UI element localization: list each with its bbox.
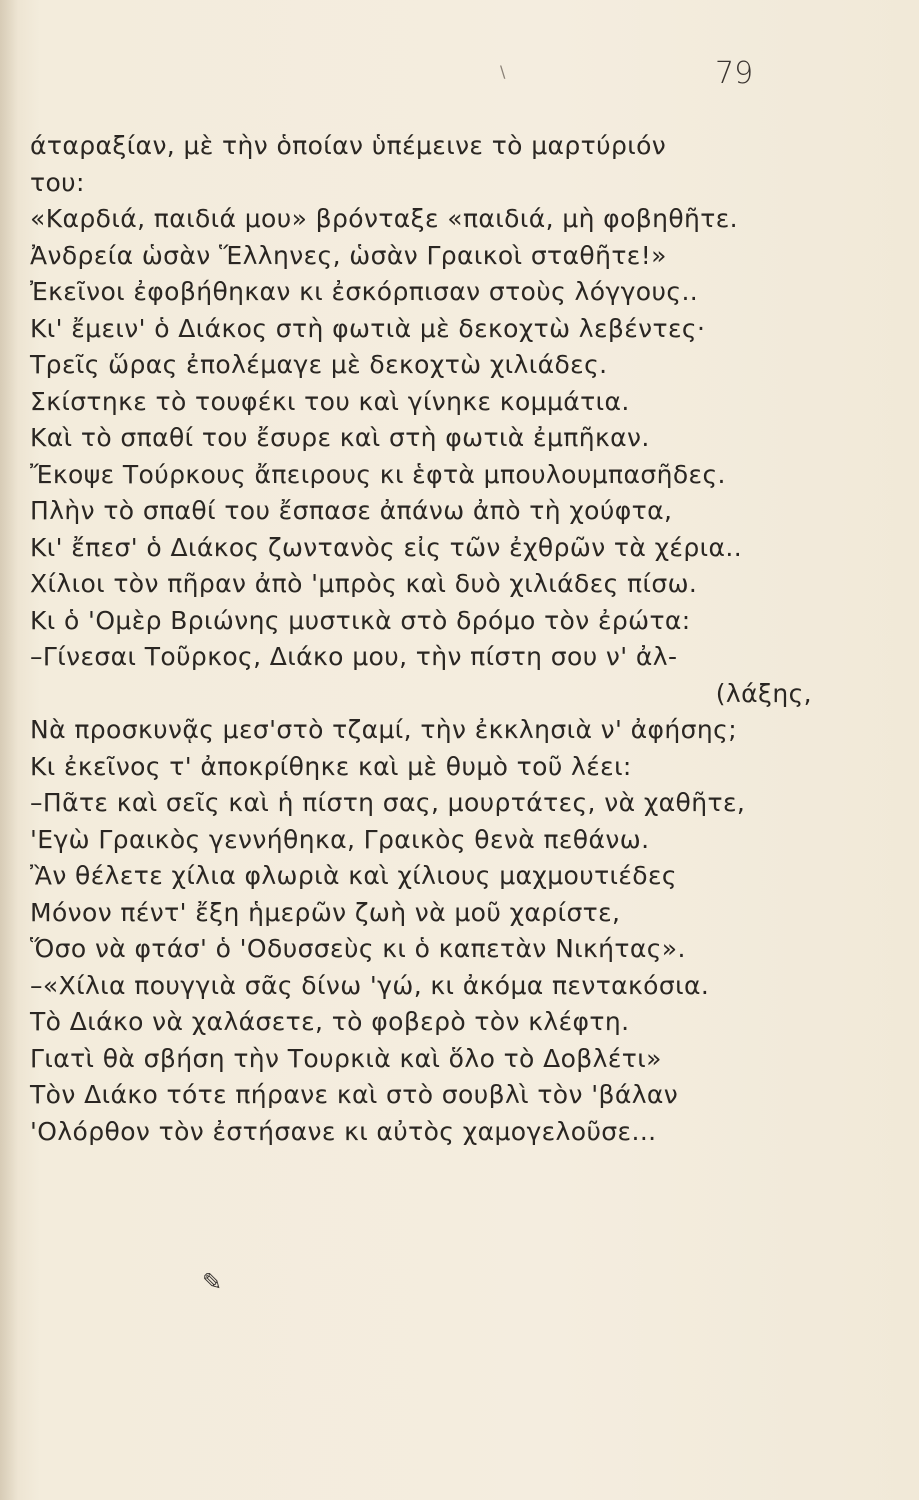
- text-line: Κι ὁ 'Ομὲρ Βριώνης μυστικὰ στὸ δρόμο τὸν ἐρώτα:: [30, 605, 691, 635]
- text-line: Γιατὶ θὰ σβήση τὴν Τουρκιὰ καὶ ὅλο τὸ Δοβλέτι»: [30, 1043, 662, 1073]
- text-line: Ἂν θέλετε χίλια φλωριὰ καὶ χίλιους μαχμουτιέδες: [30, 861, 677, 890]
- text-line: Ὅσο νὰ φτάσ' ὁ 'Οδυσσεὺς κι ὁ καπετὰν Νικήτας».: [30, 934, 686, 963]
- text-line: –Γίνεσαι Τοῦρκος, Διάκο μου, τὴν πίστη σου ν' ἀλ-: [30, 642, 678, 671]
- text-line: 'Εγὼ Γραικὸς γεννήθηκα, Γραικὸς θενὰ πεθάνω.: [30, 824, 650, 854]
- tick-mark: \: [500, 62, 506, 81]
- poem-text: [30, 128, 830, 1150]
- text-line: Τὸ Διάκο νὰ χαλάσετε, τὸ φοβερὸ τὸν κλέφτη.: [30, 1007, 630, 1036]
- text-line: 'Ολόρθον τὸν ἐστήσανε κι αὐτὸς χαμογελοῦσε...: [30, 1116, 657, 1146]
- text-line: Κι' ἔμειν' ὁ Διάκος στὴ φωτιὰ μὲ δεκοχτὼ λεβέντες·: [30, 313, 706, 343]
- text-line: Μόνον πέντ' ἔξη ἡμερῶν ζωὴ νὰ μοῦ χαρίστε,: [30, 897, 621, 927]
- text-line: Ἐκεῖνοι ἐφοβήθηκαν κι ἐσκόρπισαν στοὺς λόγγους..: [30, 277, 699, 306]
- text-line: Ἀνδρεία ὡσὰν Ἕλληνες, ὡσὰν Γραικοὶ σταθῆτε!»: [30, 240, 667, 270]
- text-line: Χίλιοι τὸν πῆραν ἀπὸ 'μπρὸς καὶ δυὸ χιλιάδες πίσω.: [30, 569, 698, 598]
- text-line: Καὶ τὸ σπαθί του ἔσυρε καὶ στὴ φωτιὰ ἐμπῆκαν.: [30, 423, 650, 452]
- text-line: –«Χίλια πουγγιὰ σᾶς δίνω 'γώ, κι ἀκόμα πεντακόσια.: [30, 970, 710, 1000]
- text-line: –Πᾶτε καὶ σεῖς καὶ ἡ πίστη σας, μουρτάτες, νὰ χαθῆτε,: [30, 788, 746, 817]
- text-line: Ἔκοψε Τούρκους ἄπειρους κι ἑφτὰ μπουλουμπασῆδες.: [30, 459, 726, 489]
- text-line: Τὸν Διάκο τότε πήρανε καὶ στὸ σουβλὶ τὸν 'βάλαν: [30, 1080, 679, 1109]
- text-line: Κι' ἔπεσ' ὁ Διάκος ζωντανὸς εἰς τῶν ἐχθρῶν τὰ χέρια..: [30, 532, 743, 562]
- text-line: Νὰ προσκυνᾷς μεσ'στὸ τζαμί, τὴν ἐκκλησιὰ ν' ἀφήσης;: [30, 715, 738, 744]
- text-line: Σκίστηκε τὸ τουφέκι του καὶ γίνηκε κομμάτια.: [30, 386, 630, 416]
- page-number: 79: [715, 56, 754, 91]
- text-line: «Καρδιά, παιδιά μου» βρόνταξε «παιδιά, μὴ φοβηθῆτε.: [30, 204, 739, 233]
- text-line: του:: [30, 167, 85, 197]
- text-line: άταραξίαν, μὲ τὴν ὁποίαν ὑπέμεινε τὸ μαρτύριόν: [30, 131, 667, 160]
- text-line: Τρεῖς ὥρας ἐπολέμαγε μὲ δεκοχτὼ χιλιάδες.: [30, 350, 608, 379]
- ink-mark-icon: ✎: [202, 1268, 223, 1296]
- text-line: Κι ἐκεῖνος τ' ἀποκρίθηκε καὶ μὲ θυμὸ τοῦ λέει:: [30, 751, 632, 781]
- page-edge-shadow: [0, 0, 18, 1500]
- text-line: Πλὴν τὸ σπαθί του ἔσπασε ἀπάνω ἀπὸ τὴ χούφτα,: [30, 496, 673, 525]
- text-line-continuation: (λάξης,: [715, 678, 812, 708]
